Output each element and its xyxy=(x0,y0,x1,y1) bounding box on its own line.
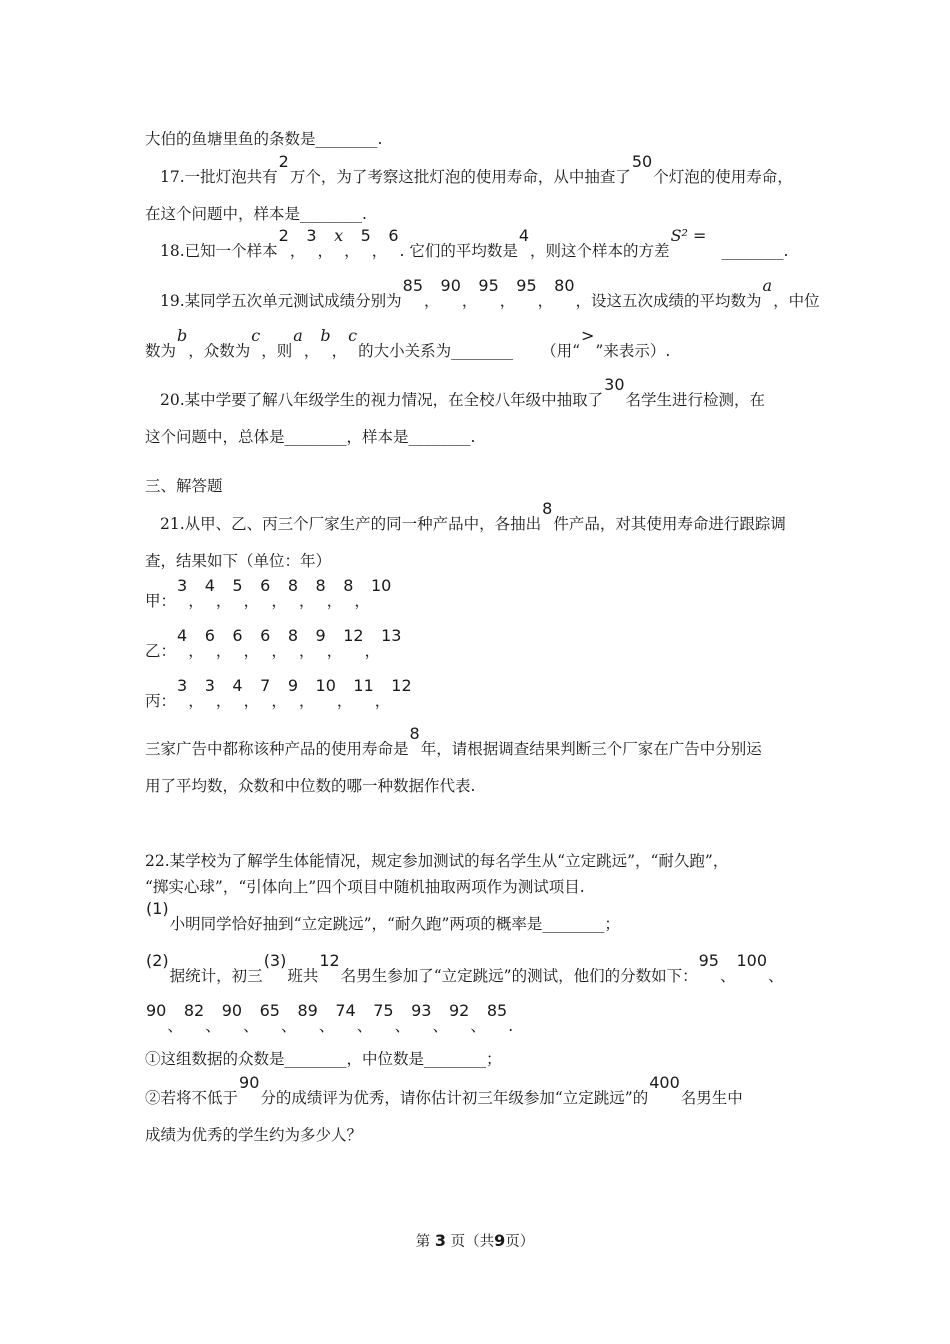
q22-part2: (2)据统计，初三(3)班共12名男生参加了“立定跳远”的测试，他们的分数如下：95、100、 xyxy=(146,951,784,985)
q19-line2: 数为b，众数为c，则a，b，c的大小关系为________ （用“>”来表示）. xyxy=(145,326,671,360)
q17-line2: 在这个问题中，样本是________. xyxy=(145,205,367,223)
q22-part1: (1)小明同学恰好抽到“立定跳远”，“耐久跑”两项的概率是________； xyxy=(146,899,620,933)
q18-line: 18.已知一个样本2，3，x，5，6. 它们的平均数是4，则这个样本的方差S² =________. xyxy=(160,226,789,260)
q21-line2: 查，结果如下（单位：年） xyxy=(145,552,332,570)
q20-line2: 这个问题中，总体是________，样本是________. xyxy=(145,428,476,446)
q21-yi: 乙：4，6，6，6，8，9，12，13 xyxy=(145,626,402,660)
q20-line1: 20.某中学要了解八年级学生的视力情况，在全校八年级中抽取了30名学生进行检测，在 xyxy=(160,375,766,409)
q21-jia: 甲：3，4，5，6，8，8，8，10 xyxy=(145,576,392,610)
q17-line1: 17.一批灯泡共有2万个，为了考察这批灯泡的使用寿命，从中抽查了50个灯泡的使用寿命， xyxy=(160,152,793,186)
page-footer: 第 3 页（共9页） xyxy=(415,1231,535,1250)
q22-line2: “掷实心球”，“引体向上”四个项目中随机抽取两项作为测试项目. xyxy=(145,878,585,896)
q22-sub2: ②若将不低于90分的成绩评为优秀，请你估计初三年级参加“立定跳远”的400名男生中 xyxy=(145,1073,743,1107)
q19-line1: 19.某同学五次单元测试成绩分别为85，90，95，95，80，设这五次成绩的平均数为a，中位 xyxy=(160,276,820,310)
q21-bing: 丙：3，3，4，7，9，10，11，12 xyxy=(145,676,412,710)
q21-line1: 21.从甲、乙、丙三个厂家生产的同一种产品中，各抽出8件产品，对其使用寿命进行跟踪调 xyxy=(160,499,786,533)
q22-sub1: ①这组数据的众数是________，中位数是________； xyxy=(145,1050,502,1068)
q22-scores: 90、82、90、65、89、74、75、93、92、85. xyxy=(146,1001,514,1035)
q21-line7: 用了平均数，众数和中位数的哪一种数据作代表. xyxy=(145,777,476,795)
section-heading: 三、解答题 xyxy=(145,477,223,495)
q21-line6: 三家广告中都称该种产品的使用寿命是8年，请根据调查结果判断三个厂家在广告中分别运 xyxy=(145,724,762,758)
q22-line1: 22.某学校为了解学生体能情况，规定参加测试的每名学生从“立定跳远”，“耐久跑”， xyxy=(145,852,729,870)
q22-sub2-line2: 成绩为优秀的学生约为多少人？ xyxy=(145,1126,363,1144)
q16-tail: 大伯的鱼塘里鱼的条数是________. xyxy=(145,130,383,148)
